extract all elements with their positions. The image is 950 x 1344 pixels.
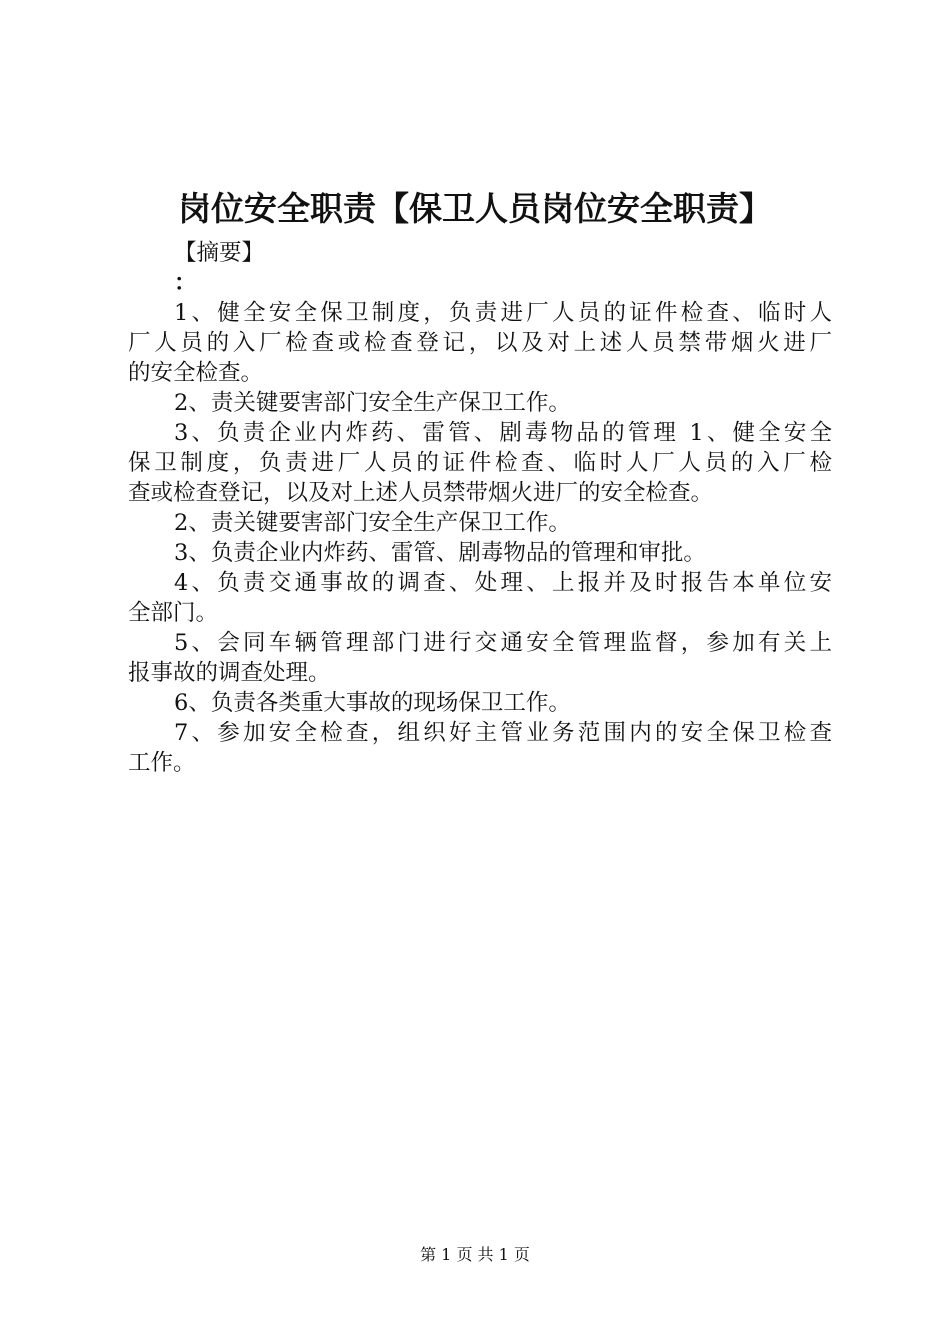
paragraph-line: 保卫制度，负责进厂人员的证件检查、临时人厂人员的入厂检 xyxy=(128,450,832,476)
abstract-colon: ： xyxy=(174,270,197,296)
paragraph-line: 工作。 xyxy=(128,750,196,776)
paragraph-line: 厂人员的入厂检查或检查登记，以及对上述人员禁带烟火进厂 xyxy=(128,330,832,356)
paragraph-line: 报事故的调查处理。 xyxy=(128,660,331,686)
page-number-footer: 第 1 页 共 1 页 xyxy=(420,1245,530,1264)
paragraph-line: 4、负责交通事故的调查、处理、上报并及时报告本单位安 xyxy=(174,570,832,596)
paragraph-line: 的安全检查。 xyxy=(128,360,264,386)
paragraph-line: 2、责关键要害部门安全生产保卫工作。 xyxy=(174,390,571,416)
paragraph-line: 7、参加安全检查，组织好主管业务范围内的安全保卫检查 xyxy=(174,720,832,746)
abstract-label: 【摘要】 xyxy=(174,240,265,266)
paragraph-line: 查或检查登记，以及对上述人员禁带烟火进厂的安全检查。 xyxy=(128,480,714,506)
paragraph-line: 2、责关键要害部门安全生产保卫工作。 xyxy=(174,510,571,536)
paragraph-line: 5、会同车辆管理部门进行交通安全管理监督，参加有关上 xyxy=(174,630,832,656)
paragraph-line: 3、负责企业内炸药、雷管、剧毒物品的管理和审批。 xyxy=(174,540,706,566)
paragraph-line: 全部门。 xyxy=(128,600,219,626)
paragraph-line: 3、负责企业内炸药、雷管、剧毒物品的管理 1、健全安全 xyxy=(174,420,832,446)
paragraph-line: 6、负责各类重大事故的现场保卫工作。 xyxy=(174,690,571,716)
paragraph-line: 1、健全安全保卫制度，负责进厂人员的证件检查、临时人 xyxy=(174,300,832,326)
document-body xyxy=(128,238,832,778)
document-title: 岗位安全职责【保卫人员岗位安全职责】 xyxy=(178,189,772,228)
